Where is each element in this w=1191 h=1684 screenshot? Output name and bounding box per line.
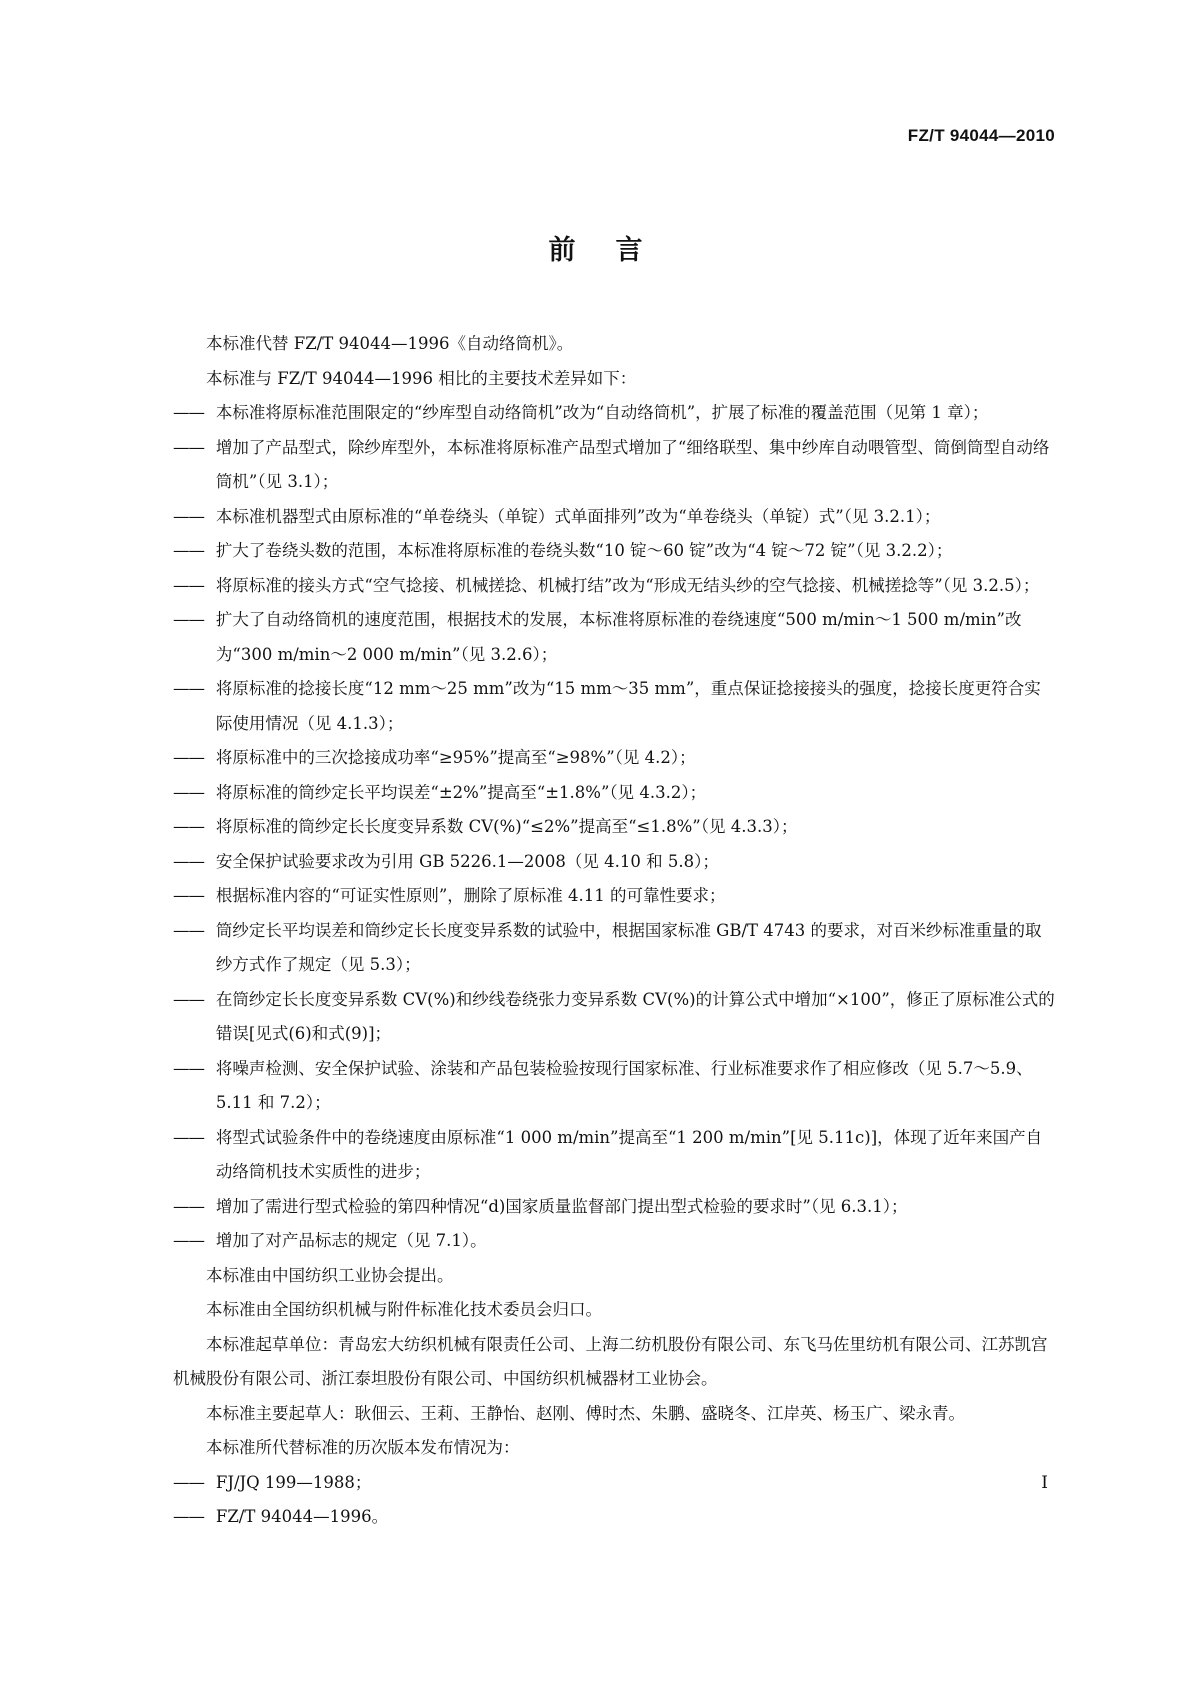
list-item-text: 增加了对产品标志的规定（见 7.1）。 <box>215 1231 487 1250</box>
dash-marker: —— <box>173 782 204 802</box>
dash-marker: —— <box>173 506 204 526</box>
list-item <box>173 914 1056 983</box>
list-item-text: 根据标准内容的“可证实性原则”，删除了原标准 4.11 的可靠性要求； <box>215 886 726 905</box>
dash-marker: —— <box>173 1507 204 1526</box>
list-item-text: 扩大了自动络筒机的速度范围，根据技术的发展，本标准将原标准的卷绕速度“500 m/min～1 500 m/min”改为“300 m/min～2 000 m/min”（见 3.2.6）； <box>215 610 1022 664</box>
list-item-text: 将原标准的捻接长度“12 mm～25 mm”改为“15 mm～35 mm”，重点保证捻接接头的强度，捻接长度更符合实际使用情况（见 4.1.3）； <box>215 679 1041 733</box>
dash-marker: —— <box>173 1472 204 1492</box>
list-item <box>173 983 1056 1052</box>
list-item <box>173 569 1056 604</box>
history-item <box>173 1466 1056 1501</box>
list-item-text: 将原标准中的三次捻接成功率“≥95%”提高至“≥98%”（见 4.2）； <box>215 748 696 767</box>
list-item-text: 筒纱定长平均误差和筒纱定长长度变异系数的试验中，根据国家标准 GB/T 4743 的要求，对百米纱标准重量的取纱方式作了规定（见 5.3）； <box>215 920 1042 974</box>
list-item <box>173 1190 1056 1225</box>
list-item <box>173 845 1056 880</box>
list-item <box>173 741 1056 776</box>
list-item-text: 本标准机器型式由原标准的“单卷绕头（单锭）式单面排列”改为“单卷绕头（单锭）式”（见 3.2.1）； <box>215 506 941 526</box>
dash-marker: —— <box>173 575 204 595</box>
dash-marker: —— <box>173 1231 204 1250</box>
list-item-text: 本标准将原标准范围限定的“纱库型自动络筒机”改为“自动络筒机”，扩展了标准的覆盖范围（见第 1 章）； <box>215 403 989 422</box>
intro-paragraph: 本标准代替 FZ/T 94044—1996《自动络筒机》。 <box>206 334 574 353</box>
list-item <box>173 1052 1056 1121</box>
list-item-text: 将噪声检测、安全保护试验、涂装和产品包装检验按现行国家标准、行业标准要求作了相应修改（见 5.7～5.9、5.11 和 7.2）； <box>215 1058 1033 1112</box>
intro-paragraph: 本标准与 FZ/T 94044—1996 相比的主要技术差异如下： <box>206 368 637 388</box>
dash-marker: —— <box>173 610 204 629</box>
dash-marker: —— <box>173 1127 204 1147</box>
list-item <box>173 879 1056 914</box>
list-item-text: 将原标准的接头方式“空气捻接、机械搓捻、机械打结”改为“形成无结头纱的空气捻接、机械搓捻等”（见 3.2.5）； <box>215 575 1040 595</box>
standard-code: FZ/T 94044—2010 <box>907 126 1055 145</box>
dash-marker: —— <box>173 817 204 836</box>
list-item <box>173 776 1056 811</box>
dash-marker: —— <box>173 989 204 1009</box>
dash-marker: —— <box>173 1058 204 1078</box>
list-item-text: 在筒纱定长长度变异系数 CV(%)和纱线卷绕张力变异系数 CV(%)的计算公式中增加“×100”，修正了原标准公式的错误[见式(6)和式(9)]； <box>215 989 1055 1043</box>
drafting-units-paragraph: 本标准起草单位：青岛宏大纺织机械有限责任公司、上海二纺机股份有限公司、东飞马佐里纺机有限公司、江苏凯宫机械股份有限公司、浙江泰坦股份有限公司、中国纺织机械器材工业协会。 <box>173 1334 1048 1388</box>
dash-marker: —— <box>173 541 204 560</box>
dash-marker: —— <box>173 437 204 457</box>
history-intro-paragraph: 本标准所代替标准的历次版本发布情况为： <box>206 1438 520 1457</box>
list-item <box>173 603 1056 672</box>
list-item-text: 增加了产品型式，除纱库型外，本标准将原标准产品型式增加了“细络联型、集中纱库自动喂管型、筒倒筒型自动络筒机”（见 3.1）； <box>215 437 1050 491</box>
closing-paragraph: 本标准由中国纺织工业协会提出。 <box>206 1265 454 1285</box>
page-number: I <box>1041 1473 1048 1493</box>
list-item-text: 将型式试验条件中的卷绕速度由原标准“1 000 m/min”提高至“1 200 m/min”[见 5.11c)]，体现了近年来国产自动络筒机技术实质性的进步； <box>215 1127 1043 1181</box>
history-item-text: FJ/JQ 199—1988； <box>215 1472 372 1492</box>
dash-marker: —— <box>173 679 204 698</box>
list-item <box>173 396 1056 431</box>
history-item-text: FZ/T 94044—1996。 <box>215 1507 389 1526</box>
drafters-paragraph: 本标准主要起草人：耿佃云、王莉、王静怡、赵刚、傅时杰、朱鹏、盛晓冬、江岸英、杨玉广、梁永青。 <box>206 1403 965 1423</box>
dash-marker: —— <box>173 748 204 767</box>
dash-marker: —— <box>173 851 204 871</box>
dash-marker: —— <box>173 1196 204 1216</box>
list-item <box>173 1121 1056 1190</box>
list-item-text: 安全保护试验要求改为引用 GB 5226.1—2008（见 4.10 和 5.8）； <box>215 851 719 871</box>
page-title: 前言 <box>548 235 683 266</box>
list-item-text: 扩大了卷绕头数的范围，本标准将原标准的卷绕头数“10 锭～60 锭”改为“4 锭～72 锭”（见 3.2.2）； <box>215 541 953 560</box>
list-item <box>173 810 1056 845</box>
dash-marker: —— <box>173 886 204 905</box>
list-item-text: 增加了需进行型式检验的第四种情况“d)国家质量监督部门提出型式检验的要求时”（见 6.3.1）； <box>215 1196 908 1216</box>
closing-paragraph: 本标准由全国纺织机械与附件标准化技术委员会归口。 <box>206 1300 602 1319</box>
history-item <box>173 1500 1056 1535</box>
dash-marker: —— <box>173 403 204 422</box>
list-item <box>173 672 1056 741</box>
list-item-text: 将原标准的筒纱定长平均误差“±2%”提高至“±1.8%”（见 4.3.2）； <box>215 782 707 802</box>
list-item <box>173 534 1056 569</box>
list-item-text: 将原标准的筒纱定长长度变异系数 CV(%)“≤2%”提高至“≤1.8%”（见 4.3.3）； <box>215 817 798 836</box>
foreword-body <box>173 327 1056 1535</box>
list-item <box>173 431 1056 500</box>
list-item <box>173 500 1056 535</box>
list-item <box>173 1224 1056 1259</box>
dash-marker: —— <box>173 920 204 940</box>
